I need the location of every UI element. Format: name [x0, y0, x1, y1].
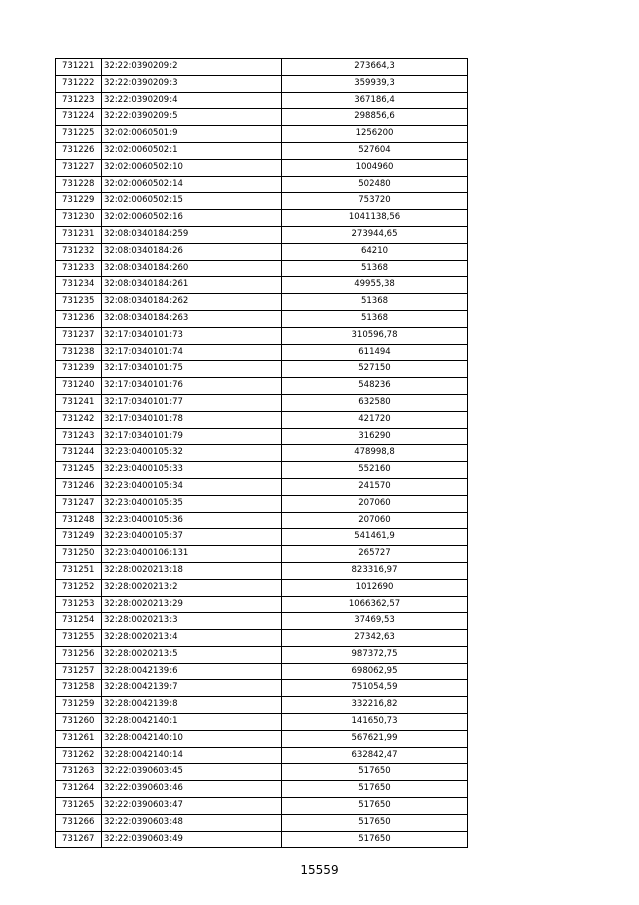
row-id-cell: 731257	[56, 663, 102, 680]
table-row	[56, 226, 468, 243]
value-cell: 751054,59	[282, 680, 468, 697]
cadastral-number-cell: 32:23:0400105:36	[102, 512, 282, 529]
table-row	[56, 92, 468, 109]
table-row	[56, 646, 468, 663]
cadastral-number-cell: 32:28:0042139:7	[102, 680, 282, 697]
row-id-cell: 731243	[56, 428, 102, 445]
cadastral-number-cell: 32:23:0400105:32	[102, 445, 282, 462]
cadastral-number-cell: 32:17:0340101:76	[102, 378, 282, 395]
cadastral-number-cell: 32:02:0060502:15	[102, 193, 282, 210]
table-row	[56, 478, 468, 495]
row-id-cell: 731251	[56, 562, 102, 579]
cadastral-number-cell: 32:22:0390209:5	[102, 109, 282, 126]
table-row	[56, 344, 468, 361]
cadastral-value-table	[55, 58, 468, 848]
table-row	[56, 59, 468, 76]
table-row	[56, 831, 468, 848]
value-cell: 298856,6	[282, 109, 468, 126]
row-id-cell: 731265	[56, 798, 102, 815]
value-cell: 367186,4	[282, 92, 468, 109]
row-id-cell: 731221	[56, 59, 102, 76]
table-row	[56, 277, 468, 294]
cadastral-number-cell: 32:22:0390603:48	[102, 814, 282, 831]
row-id-cell: 731248	[56, 512, 102, 529]
table-row	[56, 781, 468, 798]
table-row	[56, 260, 468, 277]
row-id-cell: 731238	[56, 344, 102, 361]
value-cell: 265727	[282, 546, 468, 563]
table-row	[56, 814, 468, 831]
cadastral-number-cell: 32:08:0340184:263	[102, 310, 282, 327]
cadastral-number-cell: 32:02:0060502:1	[102, 142, 282, 159]
cadastral-number-cell: 32:22:0390209:3	[102, 75, 282, 92]
table-row	[56, 512, 468, 529]
cadastral-number-cell: 32:02:0060501:9	[102, 126, 282, 143]
cadastral-number-cell: 32:17:0340101:78	[102, 411, 282, 428]
row-id-cell: 731236	[56, 310, 102, 327]
table-row	[56, 613, 468, 630]
row-id-cell: 731264	[56, 781, 102, 798]
row-id-cell: 731249	[56, 529, 102, 546]
row-id-cell: 731246	[56, 478, 102, 495]
value-cell: 27342,63	[282, 630, 468, 647]
row-id-cell: 731255	[56, 630, 102, 647]
row-id-cell: 731228	[56, 176, 102, 193]
value-cell: 51368	[282, 310, 468, 327]
cadastral-number-cell: 32:08:0340184:262	[102, 294, 282, 311]
cadastral-number-cell: 32:22:0390603:46	[102, 781, 282, 798]
value-cell: 541461,9	[282, 529, 468, 546]
table-row	[56, 378, 468, 395]
row-id-cell: 731242	[56, 411, 102, 428]
row-id-cell: 731260	[56, 714, 102, 731]
cadastral-number-cell: 32:28:0020213:29	[102, 596, 282, 613]
value-cell: 141650,73	[282, 714, 468, 731]
value-cell: 567621,99	[282, 730, 468, 747]
table-row	[56, 243, 468, 260]
value-cell: 552160	[282, 462, 468, 479]
row-id-cell: 731226	[56, 142, 102, 159]
table-row	[56, 126, 468, 143]
row-id-cell: 731229	[56, 193, 102, 210]
value-cell: 1066362,57	[282, 596, 468, 613]
table-row	[56, 714, 468, 731]
cadastral-number-cell: 32:28:0020213:3	[102, 613, 282, 630]
value-cell: 611494	[282, 344, 468, 361]
row-id-cell: 731227	[56, 159, 102, 176]
value-cell: 1041138,56	[282, 210, 468, 227]
table-row	[56, 764, 468, 781]
value-cell: 421720	[282, 411, 468, 428]
cadastral-number-cell: 32:23:0400105:34	[102, 478, 282, 495]
value-cell: 207060	[282, 495, 468, 512]
value-cell: 207060	[282, 512, 468, 529]
row-id-cell: 731259	[56, 697, 102, 714]
cadastral-number-cell: 32:28:0042140:14	[102, 747, 282, 764]
row-id-cell: 731233	[56, 260, 102, 277]
row-id-cell: 731245	[56, 462, 102, 479]
value-cell: 64210	[282, 243, 468, 260]
row-id-cell: 731241	[56, 394, 102, 411]
table-row	[56, 310, 468, 327]
table-row	[56, 294, 468, 311]
cadastral-number-cell: 32:28:0020213:5	[102, 646, 282, 663]
cadastral-number-cell: 32:28:0042140:10	[102, 730, 282, 747]
cadastral-number-cell: 32:17:0340101:73	[102, 327, 282, 344]
row-id-cell: 731235	[56, 294, 102, 311]
cadastral-number-cell: 32:02:0060502:16	[102, 210, 282, 227]
value-cell: 753720	[282, 193, 468, 210]
cadastral-number-cell: 32:28:0020213:18	[102, 562, 282, 579]
cadastral-number-cell: 32:02:0060502:10	[102, 159, 282, 176]
table-row	[56, 142, 468, 159]
table-row	[56, 596, 468, 613]
value-cell: 987372,75	[282, 646, 468, 663]
table-row	[56, 747, 468, 764]
value-cell: 359939,3	[282, 75, 468, 92]
value-cell: 51368	[282, 260, 468, 277]
table-row	[56, 109, 468, 126]
row-id-cell: 731262	[56, 747, 102, 764]
cadastral-number-cell: 32:23:0400105:37	[102, 529, 282, 546]
value-cell: 1004960	[282, 159, 468, 176]
table-row	[56, 361, 468, 378]
value-cell: 332216,82	[282, 697, 468, 714]
value-cell: 502480	[282, 176, 468, 193]
table-row	[56, 159, 468, 176]
cadastral-number-cell: 32:23:0400105:33	[102, 462, 282, 479]
cadastral-number-cell: 32:22:0390209:4	[102, 92, 282, 109]
table-row	[56, 327, 468, 344]
table-row	[56, 680, 468, 697]
value-cell: 527604	[282, 142, 468, 159]
cadastral-number-cell: 32:08:0340184:259	[102, 226, 282, 243]
cadastral-number-cell: 32:28:0042139:6	[102, 663, 282, 680]
row-id-cell: 731240	[56, 378, 102, 395]
table-row	[56, 798, 468, 815]
value-cell: 1256200	[282, 126, 468, 143]
table-row	[56, 546, 468, 563]
row-id-cell: 731234	[56, 277, 102, 294]
row-id-cell: 731250	[56, 546, 102, 563]
value-cell: 316290	[282, 428, 468, 445]
cadastral-number-cell: 32:22:0390603:47	[102, 798, 282, 815]
table-row	[56, 663, 468, 680]
cadastral-number-cell: 32:17:0340101:75	[102, 361, 282, 378]
value-cell: 273944,65	[282, 226, 468, 243]
cadastral-number-cell: 32:28:0042139:8	[102, 697, 282, 714]
value-cell: 698062,95	[282, 663, 468, 680]
value-cell: 51368	[282, 294, 468, 311]
value-cell: 823316,97	[282, 562, 468, 579]
cadastral-number-cell: 32:02:0060502:14	[102, 176, 282, 193]
value-cell: 241570	[282, 478, 468, 495]
row-id-cell: 731254	[56, 613, 102, 630]
row-id-cell: 731237	[56, 327, 102, 344]
row-id-cell: 731223	[56, 92, 102, 109]
value-cell: 478998,8	[282, 445, 468, 462]
row-id-cell: 731225	[56, 126, 102, 143]
table-row	[56, 176, 468, 193]
row-id-cell: 731261	[56, 730, 102, 747]
cadastral-number-cell: 32:08:0340184:261	[102, 277, 282, 294]
cadastral-number-cell: 32:28:0020213:2	[102, 579, 282, 596]
value-cell: 1012690	[282, 579, 468, 596]
value-cell: 310596,78	[282, 327, 468, 344]
row-id-cell: 731258	[56, 680, 102, 697]
table-row	[56, 394, 468, 411]
row-id-cell: 731267	[56, 831, 102, 848]
value-cell: 517650	[282, 764, 468, 781]
row-id-cell: 731252	[56, 579, 102, 596]
cadastral-number-cell: 32:22:0390603:45	[102, 764, 282, 781]
value-cell: 37469,53	[282, 613, 468, 630]
cadastral-number-cell: 32:17:0340101:77	[102, 394, 282, 411]
row-id-cell: 731222	[56, 75, 102, 92]
value-cell: 517650	[282, 798, 468, 815]
row-id-cell: 731263	[56, 764, 102, 781]
cadastral-number-cell: 32:22:0390603:49	[102, 831, 282, 848]
row-id-cell: 731244	[56, 445, 102, 462]
value-cell: 548236	[282, 378, 468, 395]
table-row	[56, 210, 468, 227]
value-cell: 517650	[282, 814, 468, 831]
cadastral-number-cell: 32:17:0340101:74	[102, 344, 282, 361]
table-body	[56, 59, 468, 848]
table-row	[56, 495, 468, 512]
table-row	[56, 75, 468, 92]
value-cell: 632842,47	[282, 747, 468, 764]
row-id-cell: 731266	[56, 814, 102, 831]
table-row	[56, 697, 468, 714]
table-row	[56, 630, 468, 647]
table-row	[56, 529, 468, 546]
row-id-cell: 731232	[56, 243, 102, 260]
cadastral-number-cell: 32:28:0042140:1	[102, 714, 282, 731]
row-id-cell: 731256	[56, 646, 102, 663]
row-id-cell: 731231	[56, 226, 102, 243]
cadastral-number-cell: 32:23:0400105:35	[102, 495, 282, 512]
value-cell: 273664,3	[282, 59, 468, 76]
table-row	[56, 562, 468, 579]
cadastral-number-cell: 32:22:0390209:2	[102, 59, 282, 76]
table-row	[56, 462, 468, 479]
row-id-cell: 731247	[56, 495, 102, 512]
cadastral-number-cell: 32:17:0340101:79	[102, 428, 282, 445]
cadastral-number-cell: 32:28:0020213:4	[102, 630, 282, 647]
table-row	[56, 411, 468, 428]
value-cell: 49955,38	[282, 277, 468, 294]
page-number: 15559	[300, 863, 339, 877]
row-id-cell: 731230	[56, 210, 102, 227]
row-id-cell: 731253	[56, 596, 102, 613]
table-row	[56, 428, 468, 445]
row-id-cell: 731224	[56, 109, 102, 126]
table-row	[56, 193, 468, 210]
value-cell: 527150	[282, 361, 468, 378]
table-row	[56, 445, 468, 462]
table-row	[56, 579, 468, 596]
value-cell: 517650	[282, 781, 468, 798]
table-row	[56, 730, 468, 747]
cadastral-number-cell: 32:23:0400106:131	[102, 546, 282, 563]
value-cell: 632580	[282, 394, 468, 411]
value-cell: 517650	[282, 831, 468, 848]
row-id-cell: 731239	[56, 361, 102, 378]
cadastral-number-cell: 32:08:0340184:26	[102, 243, 282, 260]
cadastral-number-cell: 32:08:0340184:260	[102, 260, 282, 277]
